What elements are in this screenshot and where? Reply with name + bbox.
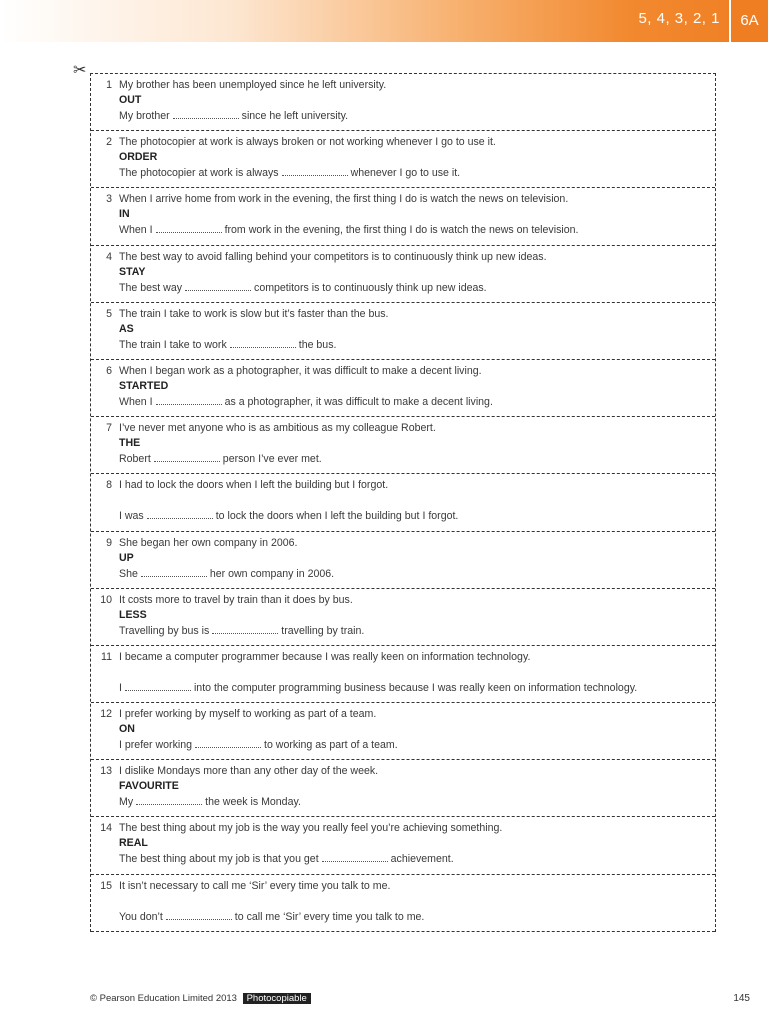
gap-after: competitors is to continuously think up new ideas. [254, 281, 487, 294]
answer-blank[interactable] [136, 794, 202, 805]
gap-before: I prefer working [119, 739, 193, 752]
gap-before: My brother [119, 110, 170, 122]
item-content [119, 307, 711, 353]
item-number: 5 [106, 307, 112, 320]
keyword: OUT [119, 94, 142, 106]
keyword [119, 894, 711, 909]
item-content [119, 250, 711, 296]
item-content [119, 650, 711, 696]
gap-after: whenever I go to use it. [350, 167, 461, 180]
gapped-sentence [119, 165, 711, 181]
gapped-sentence [119, 623, 711, 639]
answer-blank[interactable] [147, 508, 213, 519]
gap-before: The best way [119, 281, 183, 294]
gapped-sentence [119, 222, 711, 238]
exercise-item [91, 188, 715, 245]
original-sentence: The train I take to work is slow but it’s faster than the bus. [119, 307, 389, 320]
item-content [119, 135, 711, 181]
keyword: LESS [119, 608, 147, 621]
item-number: 15 [100, 879, 112, 892]
answer-blank[interactable] [282, 165, 348, 176]
exercise-item [91, 74, 715, 131]
gapped-sentence [119, 851, 711, 867]
exercise-item [91, 760, 715, 817]
gap-before: The best thing about my job is that you get [119, 853, 319, 866]
item-number: 12 [100, 708, 112, 721]
gapped-sentence [119, 737, 711, 753]
gap-after: into the computer programming business because I was really keen on information technology. [193, 681, 638, 694]
gap-after: her own company in 2006. [209, 567, 335, 580]
gap-before: You don’t [119, 910, 163, 923]
item-content [119, 879, 711, 925]
answer-blank[interactable] [166, 909, 232, 920]
gap-after: from work in the evening, the first thing I do is watch the news on television. [224, 224, 579, 237]
gap-before: When I [119, 395, 153, 408]
exercise-item [91, 817, 715, 874]
item-content [119, 364, 711, 410]
keyword: ORDER [119, 151, 158, 164]
original-sentence: The photocopier at work is always broken or not working whenever I go to use it. [119, 136, 496, 149]
original-sentence: The best thing about my job is the way you really feel you’re achieving something. [119, 822, 503, 835]
gap-before: I [119, 681, 122, 694]
item-content [119, 764, 711, 810]
item-content [119, 478, 711, 524]
keyword [119, 493, 711, 508]
item-content [119, 421, 711, 467]
header-bar [0, 0, 768, 42]
original-sentence: The best way to avoid falling behind your competitors is to continuously think up new ideas. [119, 250, 547, 263]
gapped-sentence [119, 394, 711, 410]
keyword: ON [119, 723, 135, 736]
answer-blank[interactable] [141, 566, 207, 577]
keyword [119, 665, 711, 680]
item-number: 6 [106, 364, 112, 377]
exercise-item [91, 246, 715, 303]
original-sentence: When I arrive home from work in the evening, the first thing I do is watch the news on television. [119, 193, 569, 206]
keyword: STAY [119, 265, 146, 278]
item-number: 11 [101, 650, 112, 663]
original-sentence: I’ve never met anyone who is as ambitious as my colleague Robert. [119, 422, 436, 435]
item-number: 9 [106, 536, 112, 549]
gap-before: The photocopier at work is always [119, 167, 279, 180]
item-number: 13 [100, 765, 112, 778]
answer-blank[interactable] [154, 451, 220, 462]
exercise-item [91, 417, 715, 474]
original-sentence: I prefer working by myself to working as part of a team. [119, 708, 377, 721]
original-sentence: It isn’t necessary to call me ‘Sir’ every time you talk to me. [119, 879, 391, 892]
page-title: 5, 4, 3, 2, 1 [638, 10, 720, 27]
gapped-sentence [119, 280, 711, 296]
original-sentence: When I began work as a photographer, it was difficult to make a decent living. [119, 364, 482, 377]
item-number: 8 [106, 479, 112, 492]
exercise-item [91, 360, 715, 417]
original-sentence: My brother has been unemployed since he left university. [119, 79, 387, 91]
original-sentence: I dislike Mondays more than any other day of the week. [119, 765, 379, 778]
gap-before: Travelling by bus is [119, 624, 210, 637]
gapped-sentence [119, 337, 711, 353]
keyword: AS [119, 322, 134, 335]
gapped-sentence [119, 680, 711, 696]
original-sentence: I became a computer programmer because I was really keen on information technology. [119, 650, 531, 663]
keyword: IN [119, 208, 130, 221]
scissors-icon: ✂ [73, 62, 87, 79]
photocopiable-badge: Photocopiable [243, 993, 311, 1004]
keyword: THE [119, 437, 141, 450]
item-number: 4 [106, 250, 112, 263]
footer-copyright [90, 993, 311, 1004]
original-sentence: She began her own company in 2006. [119, 536, 298, 549]
item-content [119, 536, 711, 582]
item-number: 2 [106, 136, 112, 149]
gap-after: since he left university. [241, 110, 349, 122]
gap-before: Robert [119, 453, 151, 466]
gap-before: I was [119, 510, 144, 523]
original-sentence: I had to lock the doors when I left the building but I forgot. [119, 479, 389, 492]
exercise-item [91, 131, 715, 188]
gap-after: travelling by train. [281, 624, 365, 637]
unit-code-badge: 6A [731, 0, 768, 42]
item-number: 7 [106, 422, 112, 435]
exercise-item [91, 474, 715, 531]
gapped-sentence [119, 794, 711, 810]
gapped-sentence [119, 508, 711, 524]
gap-before: My [119, 796, 134, 809]
keyword: UP [119, 551, 134, 564]
keyword: REAL [119, 837, 148, 850]
answer-blank[interactable] [125, 680, 191, 691]
exercise-item [91, 646, 715, 703]
item-content [119, 821, 711, 867]
item-number: 3 [106, 193, 112, 206]
gap-before: The train I take to work [119, 338, 227, 351]
gapped-sentence [119, 909, 711, 925]
gap-after: to call me ‘Sir’ every time you talk to me. [234, 910, 425, 923]
gap-before: She [119, 567, 138, 580]
item-number: 10 [100, 593, 112, 606]
item-number: 1 [106, 79, 112, 91]
gap-after: as a photographer, it was difficult to make a decent living. [224, 395, 493, 408]
answer-blank[interactable] [173, 108, 239, 119]
exercise-sheet [90, 73, 716, 932]
exercise-item [91, 703, 715, 760]
gapped-sentence [119, 566, 711, 582]
gapped-sentence [119, 451, 711, 467]
exercise-item [91, 589, 715, 646]
item-number: 14 [100, 822, 112, 835]
exercise-item [91, 875, 715, 932]
gap-after: the week is Monday. [205, 796, 301, 809]
answer-blank[interactable] [156, 222, 222, 233]
item-content [119, 707, 711, 753]
item-content [119, 78, 711, 124]
answer-blank[interactable] [185, 280, 251, 291]
copyright-text: © Pearson Education Limited 2013 [90, 993, 237, 1004]
item-content [119, 593, 711, 639]
item-content [119, 192, 711, 238]
gap-after: to lock the doors when I left the building but I forgot. [215, 510, 459, 523]
gapped-sentence [119, 108, 711, 124]
keyword: FAVOURITE [119, 780, 179, 793]
exercise-item [91, 532, 715, 589]
answer-blank[interactable] [230, 337, 296, 348]
answer-blank[interactable] [156, 394, 222, 405]
answer-blank[interactable] [212, 623, 278, 634]
original-sentence: It costs more to travel by train than it does by bus. [119, 593, 353, 606]
gap-after: to working as part of a team. [264, 739, 398, 752]
gap-after: person I’ve ever met. [222, 453, 322, 466]
gap-after: achievement. [390, 853, 454, 866]
answer-blank[interactable] [195, 737, 261, 748]
gap-after: the bus. [298, 338, 337, 351]
exercise-item [91, 303, 715, 360]
gap-before: When I [119, 224, 153, 237]
answer-blank[interactable] [322, 851, 388, 862]
page-number: 145 [733, 993, 750, 1004]
keyword: STARTED [119, 379, 169, 392]
